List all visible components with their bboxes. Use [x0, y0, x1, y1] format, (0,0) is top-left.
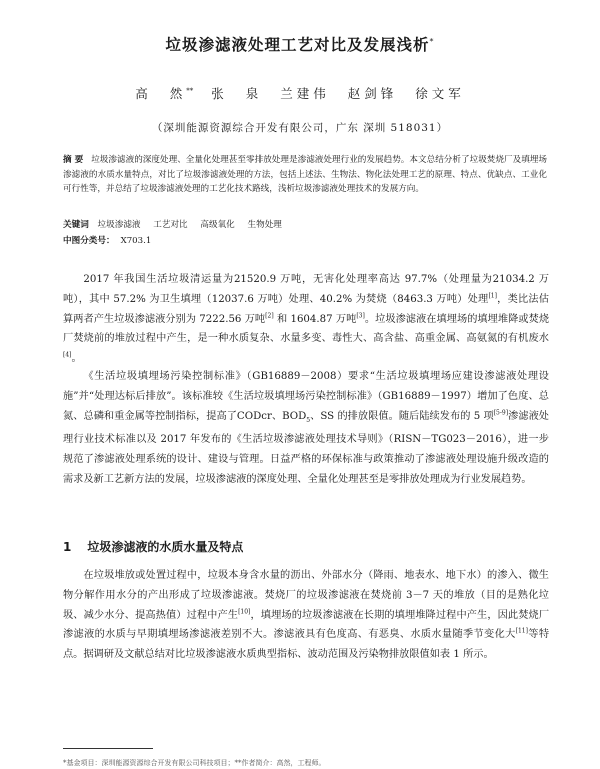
- body-paragraph-1: 2017 年我国生活垃圾清运量为21520.9 万吨，无害化处理率高达 97.7%（处理量为21034.2 万吨），其中 57.2% 为卫生填埋（12037.6 万吨）处理、40.2% 为焚烧（8463.3 万吨）处理[1]，类比法估算两者产生垃圾渗滤液分别为 7222.56 万吨[2] 和 1604.87 万吨[3]。垃圾渗滤液在填埋场的填埋堆降或焚烧厂焚烧前的堆放过程中产生，是一种水质复杂、水量多变、毒性大、高含盐、高重金属、高氨氮的有机废水[4]。: [63, 274, 550, 365]
- citation-ref: [4]: [63, 351, 72, 359]
- keywords: [63, 218, 547, 232]
- title-footnote-mark: *: [429, 36, 435, 46]
- citation-ref: [3]: [356, 312, 365, 320]
- body-paragraph-3: 在垃圾堆放或处置过程中，垃圾本身含水量的沥出、外部水分（降雨、地表水、地下水）的渗入、微生物分解作用水分的产出形成了垃圾渗滤液。焚烧厂的垃圾渗滤液在焚烧前 3－7 天的堆放（目的是熟化垃圾、减少水分、提高热值）过程中产生[10]，填埋场的垃圾渗滤液在长期的填埋堆降过程中产生，因此焚烧厂渗滤液的水质与早期填埋场渗滤液差别不大。渗滤液具有色度高、有恶臭、水质水量随季节变化大[11]等特点。据调研及文献总结对比垃圾渗滤液水质典型指标、波动范围及污染物排放限值如表 1 所示。: [63, 570, 550, 661]
- abstract-label: 摘 要: [63, 155, 84, 165]
- author: 徐文军: [415, 86, 465, 101]
- abstract-text: 垃圾渗滤液的深度处理、全量化处理甚至零排放处理是渗滤液处理行业的发展趋势。本文总结分析了垃圾焚烧厂及填埋场渗滤液的水质水量特点，对比了垃圾渗滤液处理的方法，包括上述法、生物法、物化法处理工艺的原理、特点、优缺点、工业化可行性等，并总结了垃圾渗滤液处理的工艺化技术路线，浅析垃圾渗滤液处理技术的发展方向。: [63, 155, 547, 195]
- keyword: 高级氧化: [200, 220, 235, 230]
- author-list: [0, 84, 600, 102]
- citation-ref: [2]: [265, 312, 274, 320]
- author: 兰建伟: [280, 86, 330, 101]
- keyword: 垃圾渗滤液: [97, 220, 141, 230]
- author: 高 然**: [135, 86, 194, 101]
- keyword: 工艺对比: [153, 220, 188, 230]
- author: 张 泉: [211, 86, 263, 101]
- keywords-label: 关键词: [63, 220, 89, 230]
- citation-ref: [10]: [238, 608, 251, 616]
- abstract: [63, 153, 547, 197]
- footnote-rule: [63, 748, 153, 749]
- citation-ref: [1]: [488, 292, 497, 300]
- citation-ref: [11]: [515, 628, 528, 635]
- footnote: *基金项目：深圳能源资源综合开发有限公司科技项目；**作者简介：高然，工程师。: [63, 759, 326, 767]
- body-paragraph-2: 《生活垃圾填埋场污染控制标准》（GB16889－2008）要求“生活垃圾填埋场应建设渗滤液处理设施”并“处理达标后排放”。该标准较《生活垃圾填埋场污染控制标准》（GB16889－1997）增加了色度、总氮、总磷和重金属等控制指标，提高了CODcr、$BOD_5$、SS 的排放限值。随后陆续发布的 5 项[5-9]渗滤液处理行业技术标准以及 2017 年发布的《生活垃圾渗滤液处理技术导则》（RISN－TG023－2016），进一步规范了渗滤液处理系统的设计、建设与管理。日益严格的环保标准与政策推动了渗滤液处理设施升级改造的需求及新工艺新方法的发展，垃圾渗滤液的深度处理、全量化处理甚至是零排放处理成为行业发展趋势。: [63, 371, 549, 486]
- author: 赵剑锋: [347, 86, 398, 101]
- classification-number: 中图分类号： X703.1: [63, 236, 152, 246]
- keyword: 生物处理: [247, 220, 282, 230]
- affiliation: （深圳能源资源综合开发有限公司，广东 深圳 518031）: [151, 122, 449, 134]
- citation-ref: [5-9]: [493, 409, 509, 417]
- paper-title: 垃圾渗滤液处理工艺对比及发展浅析*: [165, 36, 435, 54]
- section-heading-1: 1 垃圾渗滤液的水质水量及特点: [63, 540, 244, 554]
